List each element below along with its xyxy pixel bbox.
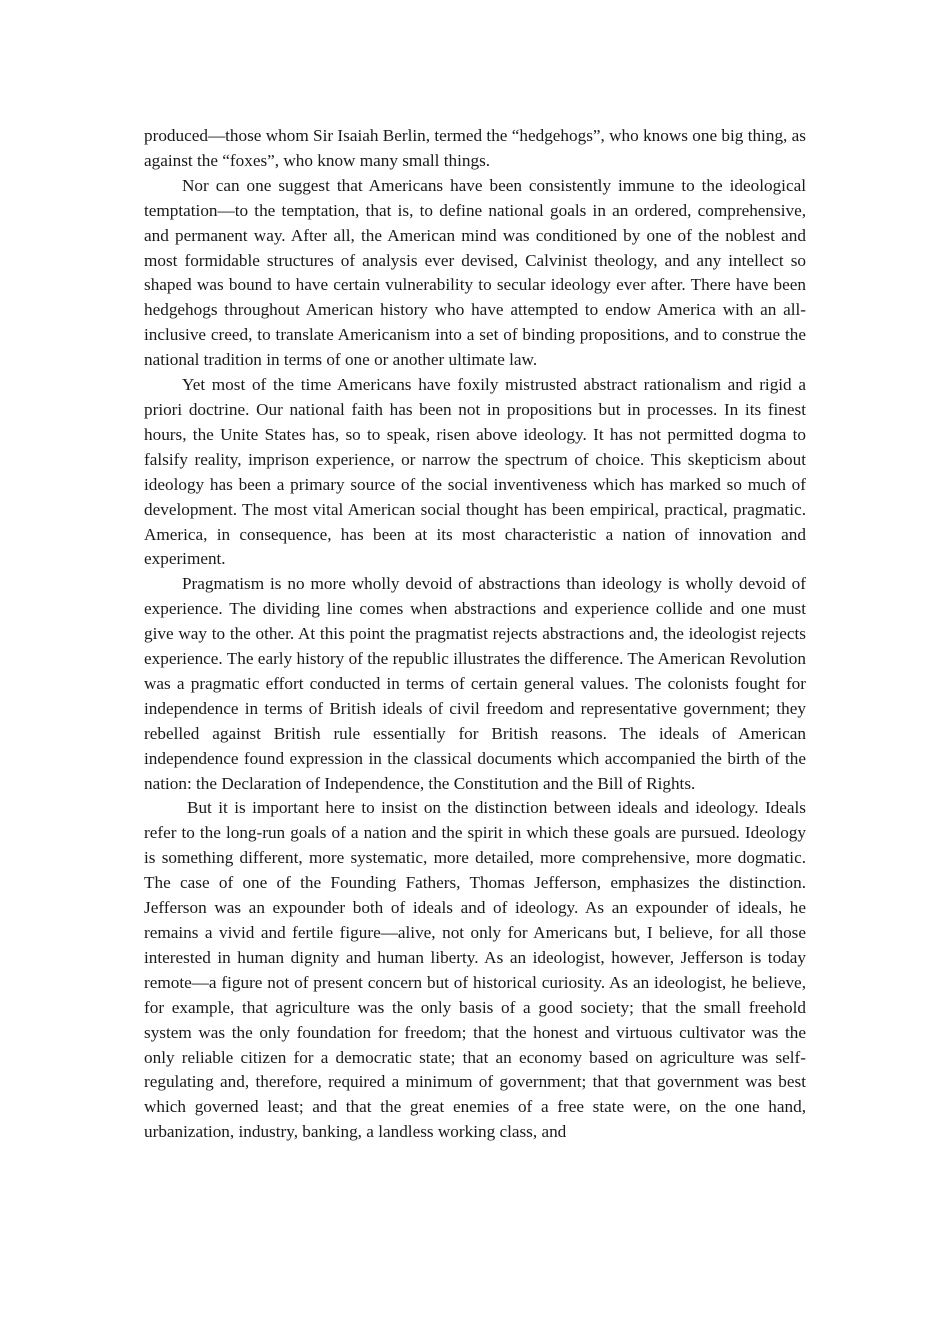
paragraph-pragmatism: Pragmatism is no more wholly devoid of abstractions than ideology is wholly devoid of experience. The dividing line comes when abstractions and experience collide and one must give way to the other. At this point the pragmatist rejects abstractions and, the ideologist rejects experience. The early history of the republic illustrates the difference. The American Revolution was a pragmatic effort conducted in terms of certain general values. The colonists fought for independence in terms of British ideals of civil freedom and representative government; they rebelled against British rule essentially for British reasons. The ideals of American independence found expression in the classical documents which accompanied the birth of the nation: the Declaration of Independence, the Constitution and the Bill of Rights. bbox=[144, 574, 806, 793]
paragraph-ideological-temptation: Nor can one suggest that Americans have been consistently immune to the ideological temptation—to the temptation, that is, to define national goals in an ordered, comprehensive, and permanent way. After all, the American mind was conditioned by one of the noblest and most formidable structures of analysis ever devised, Calvinist theology, and any intellect so shaped was bound to have certain vulnerability to secular ideology ever after. There have been hedgehogs throughout American history who have attempted to endow America with an all-inclusive creed, to translate Americanism into a set of binding propositions, and to construe the national tradition in terms of one or another ultimate law. bbox=[144, 175, 806, 370]
paragraph-foxily-mistrusted: Yet most of the time Americans have foxily mistrusted abstract rationalism and rigid a priori doctrine. Our national faith has been not in propositions but in processes. In its finest hours, the Unite States has, so to speak, risen above ideology. It has not permitted dogma to falsify reality, imprison experience, or narrow the spectrum of choice. This skepticism about ideology has been a primary source of the social inventiveness which has marked so much of development. The most vital American social thought has been empirical, practical, pragmatic. America, in consequence, has been at its most characteristic a nation of innovation and experiment. bbox=[144, 375, 806, 569]
paragraph-continuation: produced—those whom Sir Isaiah Berlin, termed the “hedgehogs”, who knows one big thing, as against the “foxes”, who know many small things. bbox=[144, 126, 806, 170]
paragraph-ideals-vs-ideology: But it is important here to insist on the distinction between ideals and ideology. Ideals refer to the long-run goals of a nation and the spirit in which these goals are pursued. Ideology is something different, more systematic, more detailed, more comprehensive, more dogmatic. The case of one of the Founding Fathers, Thomas Jefferson, emphasizes the distinction. Jefferson was an expounder both of ideals and of ideology. As an expounder of ideals, he remains a vivid and fertile figure—alive, not only for Americans but, I believe, for all those interested in human dignity and human liberty. As an ideologist, however, Jefferson is today remote—a figure not of present concern but of historical curiosity. As an ideologist, he believe, for example, that agriculture was the only basis of a good society; that the small freehold system was the only foundation for freedom; that the honest and virtuous cultivator was the only reliable citizen for a democratic state; that an economy based on agriculture was self-regulating and, therefore, required a minimum of government; that that government was best which governed least; and that the great enemies of a free state were, on the one hand, urbanization, industry, banking, a landless working class, and bbox=[144, 798, 806, 1142]
body-text bbox=[144, 124, 806, 1145]
